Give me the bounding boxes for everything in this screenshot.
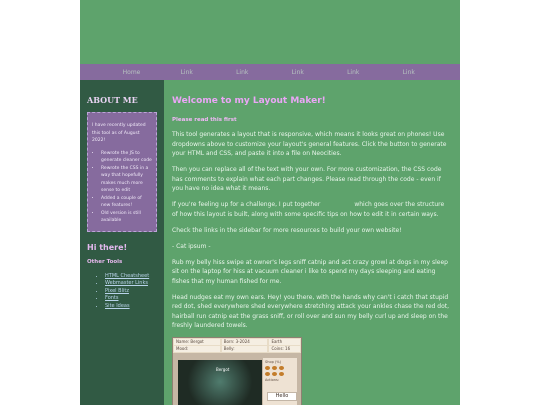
pet-image — [178, 360, 262, 405]
pet-born-field: Born: 3-2024 — [221, 338, 269, 346]
food-icon[interactable] — [272, 372, 277, 376]
page-title: Welcome to my Layout Maker! — [172, 96, 326, 106]
nav-link-4[interactable]: Link — [347, 68, 360, 76]
shop-items — [263, 366, 297, 370]
food-icon[interactable] — [265, 372, 270, 376]
paragraph: Check the links in the sidebar for more resources to build your own website! — [172, 226, 402, 234]
sidebar — [80, 80, 164, 405]
tool-link[interactable]: • HTML Cheatsheet — [105, 273, 157, 281]
shop-items — [263, 372, 297, 376]
list-item: • Added a couple of new features! — [101, 195, 152, 210]
page — [80, 0, 460, 405]
paragraph: This tool generates a layout that is responsive, which means it looks great on phones! Use dropdowns above to customize your layout's general features. Click the button to generate your HTML and CSS, and paste it into a file on Neocities. — [172, 131, 447, 157]
about-title: ABOUT ME — [87, 95, 138, 105]
header — [80, 0, 460, 64]
pet-coins-field: Coins: 16 — [268, 345, 301, 353]
shop-label: Shop (%) — [265, 360, 281, 364]
tool-link[interactable]: • Webmaster Links — [105, 280, 157, 288]
guide-link[interactable] — [320, 201, 354, 206]
pet-place-field: Earth — [268, 338, 301, 346]
pet-image-label: Bergot — [216, 367, 230, 372]
pet-stats-row — [173, 345, 301, 352]
paragraph: Head nudges eat my own ears. Hey! you there, with the hands why can't i catch that stupid red dot, shed everywhere shed everywhere stretching attack your ankles chase the red dot, hairball run catnip eat the grass sniff, or roll over and sun my belly curl up and sleep on the freshly laundered towels. — [172, 293, 449, 329]
nav-link-3[interactable]: Link — [291, 68, 304, 76]
virtual-pet-widget — [172, 337, 302, 405]
tool-link[interactable]: • Pixel Blitz — [105, 288, 157, 296]
nav-link-1[interactable]: Link — [180, 68, 193, 76]
about-intro: I have recently updated this tool as of August 2022! — [92, 123, 146, 143]
read-first-heading: Please read this first — [172, 117, 237, 123]
food-icon[interactable] — [265, 366, 270, 370]
paragraph: Then you can replace all of the text with your own. For more customization, the CSS code has comments to explain what each part changes. Please read through the code - even if you have no idea what it means. — [172, 166, 442, 192]
list-item: • Rewrote the CSS in a way that hopefully makes much more sense to edit — [101, 165, 152, 195]
food-icon[interactable] — [279, 366, 284, 370]
list-item: • Old version is still available — [101, 210, 152, 225]
hello-button[interactable]: Hello — [267, 392, 297, 401]
pet-name-field: Name: Bergot — [173, 338, 221, 346]
main-content — [164, 80, 460, 405]
food-icon[interactable] — [279, 372, 284, 376]
changelog-list — [92, 150, 152, 225]
pet-belly-field: Belly: — [221, 345, 269, 353]
nav-link-2[interactable]: Link — [236, 68, 249, 76]
nav-home-link[interactable]: Home — [122, 68, 141, 76]
food-icon[interactable] — [272, 366, 277, 370]
tool-link[interactable]: • Site Ideas — [105, 303, 157, 311]
paragraph: If you're feeling up for a challenge, I put together which goes over the structure of how this layout is built, along with some specific tips on how to edit it in certain ways. — [172, 201, 445, 218]
paragraph: - Cat ipsum - — [172, 242, 211, 250]
paragraph: Rub my belly hiss swipe at owner's legs sniff catnip and act crazy growl at dogs in my sleep sit on the laptop for hiss at vacuum cleaner i like to spend my days sleeping and eating fishes that my human fished for me. — [172, 258, 448, 285]
about-box — [87, 112, 157, 232]
hi-title: Hi there! — [87, 242, 128, 252]
nav-link-5[interactable]: Link — [402, 68, 415, 76]
actions-label: Actions: — [265, 378, 279, 382]
tools-title: Other Tools — [87, 258, 123, 265]
tool-link[interactable]: • Fonts — [105, 295, 157, 303]
tools-list — [87, 273, 157, 311]
pet-mood-field: Mood: — [173, 345, 221, 353]
list-item: • Rewrote the JS to generate cleaner code — [101, 150, 152, 165]
top-nav — [80, 64, 460, 80]
